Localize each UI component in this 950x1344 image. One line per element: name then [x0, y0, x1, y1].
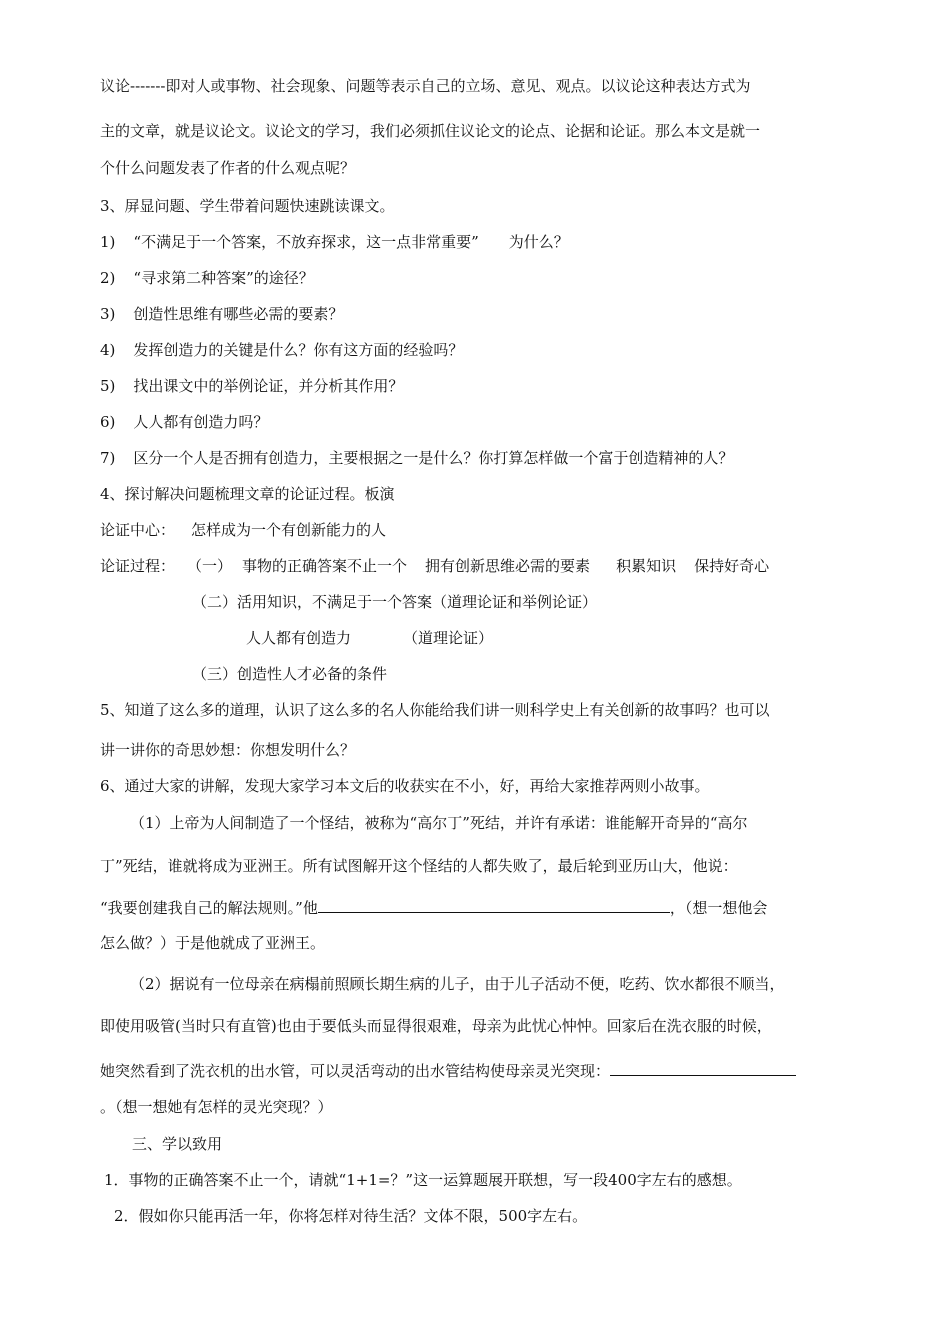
section3-item-1: 1．事物的正确答案不止一个，请就“1+1=？”这一运算题展开联想，写一段400字左右的感想。: [104, 1171, 742, 1189]
story1-line-3-end: ，（想一想他会: [669, 899, 768, 917]
question-2: [100, 268, 314, 288]
argument-process-label: 论证过程：: [100, 557, 176, 575]
story1-line-3: [100, 896, 767, 918]
story2-line-2: 即使用吸管(当时只有直管)也由于要低头而显得很艰难，母亲为此忧心忡忡。回家后在洗衣服的时候，: [100, 1017, 772, 1035]
intro-line-1: 议论-------即对人或事物、社会现象、问题等表示自己的立场、意见、观点。以议论这种表达方式为: [100, 77, 751, 95]
question-num: 1): [100, 233, 116, 251]
question-text: 找出课文中的举例论证，并分析其作用？: [133, 377, 404, 395]
argument-center-label: 论证中心：: [100, 521, 176, 539]
step4-heading: 4、探讨解决问题梳理文章的论证过程。板演: [100, 485, 395, 503]
answer-blank-2[interactable]: [610, 1059, 796, 1076]
story2-line-1: （2）据说有一位母亲在病榻前照顾长期生病的儿子，由于儿子活动不便，吃药、饮水都很不顺当，: [130, 975, 785, 993]
question-num: 7): [100, 449, 116, 467]
answer-blank-1[interactable]: [318, 896, 670, 913]
argument-process-2b: [246, 628, 493, 648]
question-num: 4): [100, 341, 116, 359]
question-3: [100, 304, 343, 324]
story1-line-2: 丁”死结，谁就将成为亚洲王。所有试图解开这个怪结的人都失败了，最后轮到亚历山大，他说：: [100, 857, 738, 875]
step5-line-1: 5、知道了这么多的道理，认识了这么多的名人你能给我们讲一则科学史上有关创新的故事吗？也可以: [100, 701, 770, 719]
argument-process-1: [100, 556, 769, 576]
process-method: （道理论证）: [403, 629, 494, 647]
step3-heading: 3、屏显问题、学生带着问题快速跳读课文。: [100, 197, 395, 215]
question-num: 5): [100, 377, 116, 395]
question-num: 2): [100, 269, 116, 287]
section3-item-2: 2．假如你只能再活一年，你将怎样对待生活？文体不限，500字左右。: [114, 1207, 588, 1225]
question-text: “寻求第二种答案”的途径？: [133, 269, 314, 287]
question-1: [100, 232, 569, 252]
process-point: 积累知识: [616, 557, 677, 575]
story2-line-4: 。（想一想她有怎样的灵光突现？）: [100, 1098, 333, 1116]
process-part-label: （一）: [187, 557, 233, 575]
story1-line-4: 怎么做？）于是他就成了亚洲王。: [100, 934, 326, 952]
process-point: 事物的正确答案不止一个: [242, 557, 408, 575]
question-num: 6): [100, 413, 116, 431]
section3-heading: 三、学以致用: [132, 1135, 223, 1153]
process-point: 保持好奇心: [694, 557, 770, 575]
question-text: “不满足于一个答案，不放弃探求，这一点非常重要”: [133, 233, 479, 251]
story2-line-3-text: 她突然看到了洗衣机的出水管，可以灵活弯动的出水管结构使母亲灵光突现：: [100, 1062, 611, 1080]
argument-process-3: （三）创造性人才必备的条件: [192, 665, 388, 683]
argument-process-2: （二）活用知识，不满足于一个答案（道理论证和举例论证）: [192, 593, 598, 611]
question-text: 人人都有创造力吗？: [133, 413, 269, 431]
question-text: 区分一个人是否拥有创造力，主要根据之一是什么？你打算怎样做一个富于创造精神的人？: [133, 449, 734, 467]
step5-line-2: 讲一讲你的奇思妙想：你想发明什么？: [100, 741, 356, 759]
question-6: [100, 412, 268, 432]
process-point: 拥有创新思维必需的要素: [425, 557, 591, 575]
argument-center: [100, 520, 386, 540]
argument-center-text: 怎样成为一个有创新能力的人: [191, 521, 387, 539]
question-tail: 为什么？: [508, 233, 569, 251]
question-5: [100, 376, 403, 396]
question-num: 3): [100, 305, 116, 323]
step6-line-1: 6、通过大家的讲解，发现大家学习本文后的收获实在不小，好，再给大家推荐两则小故事。: [100, 777, 710, 795]
intro-line-3: 个什么问题发表了作者的什么观点呢？: [100, 159, 356, 177]
question-text: 创造性思维有哪些必需的要素？: [133, 305, 344, 323]
question-4: [100, 340, 463, 360]
question-7: [100, 448, 733, 468]
intro-line-2: 主的文章，就是议论文。议论文的学习，我们必须抓住议论文的论点、论据和论证。那么本文是就一: [100, 122, 761, 140]
process-point: 人人都有创造力: [246, 629, 352, 647]
question-text: 发挥创造力的关键是什么？你有这方面的经验吗？: [133, 341, 464, 359]
story2-line-3: [100, 1059, 796, 1081]
story1-line-1: （1）上帝为人间制造了一个怪结，被称为“高尔丁”死结，并许有承诺：谁能解开奇异的“高尔: [130, 814, 748, 832]
story1-line-3-start: “我要创建我自己的解法规则。”他: [100, 899, 318, 917]
